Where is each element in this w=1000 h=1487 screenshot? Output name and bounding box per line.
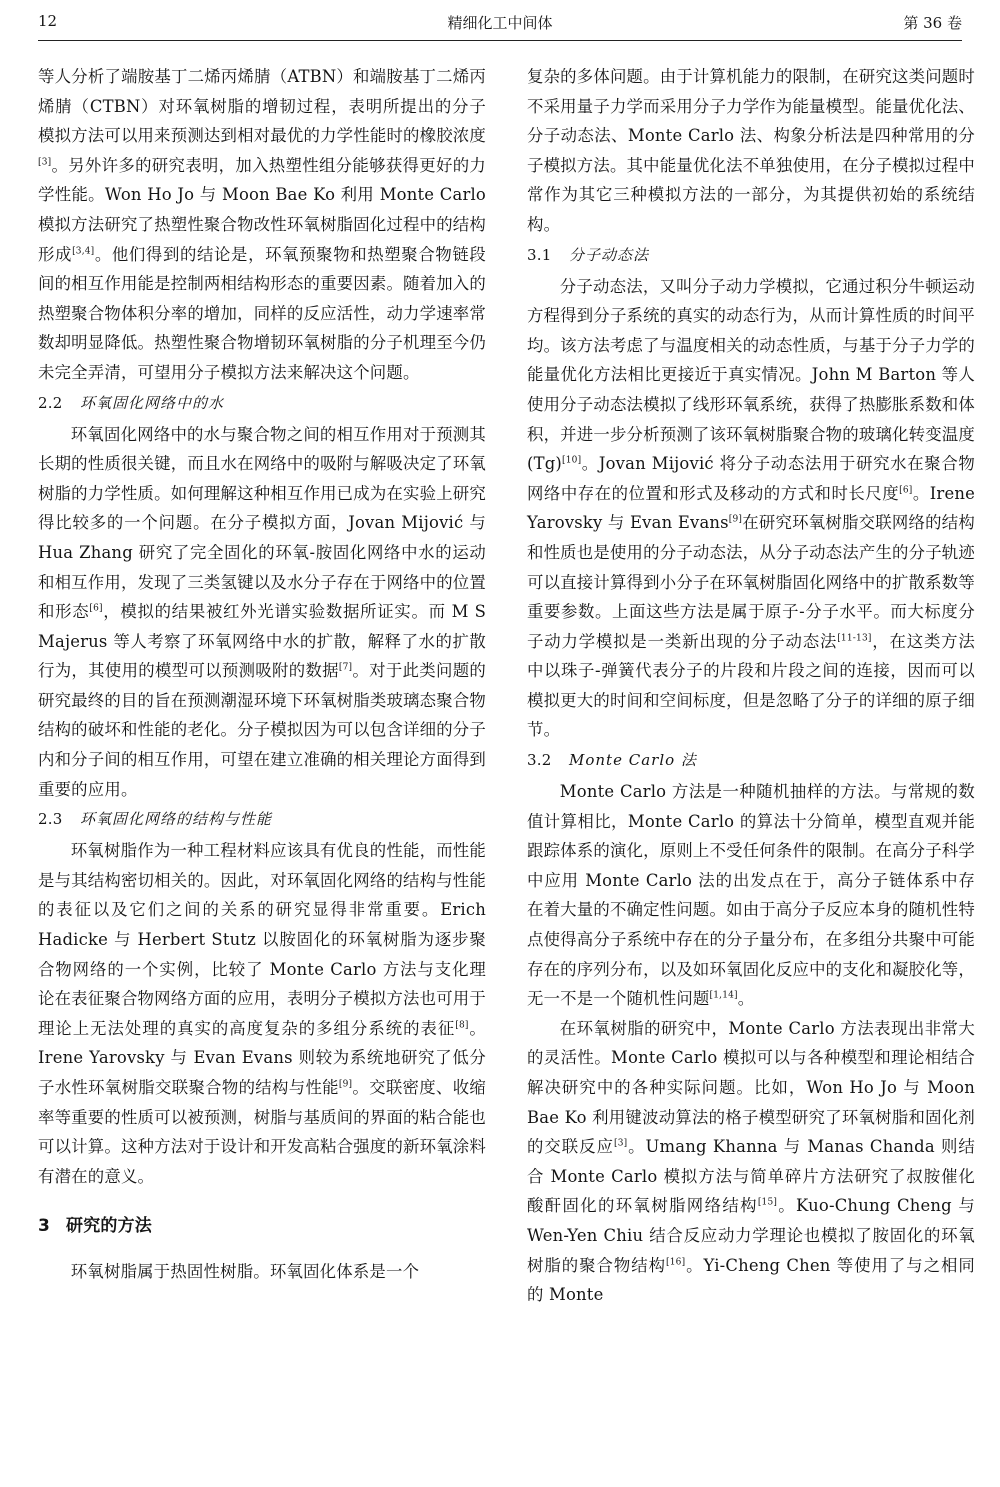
citation: [9] — [728, 514, 743, 525]
paragraph: 环氧固化网络中的水与聚合物之间的相互作用对于预测其长期的性质很关键，而且水在网络中的吸附与解吸决定了环氧树脂的力学性质。如何理解这种相互作用已成为在实验上研究得比较多的一个问题。在分子模拟方面，Jovan Mijović 与 Hua Zhang 研究了完全固化的环氧-胺固化网络中水的运动和相互作用，发现了三类氢键以及水分子存在于网络中的位置和形态[6]，模拟的结果被红外光谱实验数据所证实。而 M S Majerus 等人考察了环氧网络中水的扩散，解释了水的扩散行为，其使用的模型可以预测吸附的数据[7]。对于此类问题的研究最终的目的旨在预测潮湿环境下环氧树脂类玻璃态聚合物结构的破坏和性能的老化。分子模拟因为可以包含详细的分子内和分子间的相互作用，可望在建立准确的相关理论方面得到重要的应用。 — [38, 424, 486, 799]
citation: [9] — [338, 1079, 353, 1090]
page-header — [38, 12, 962, 42]
paragraph: 在环氧树脂的研究中，Monte Carlo 方法表现出非常大的灵活性。Monte Carlo 模拟可以与各种模型和理论相结合解决研究中的各种实际问题。比如，Won Ho Jo 与 Moon Bae Ko 利用键波动算法的格子模型研究了环氧树脂和固化剂的交联反应[3]。Umang Khanna 与 Manas Chanda 则结合 Monte Carlo 模拟方法与简单碎片方法研究了叔胺催化酸酐固化的环氧树脂网络结构[15]。Kuo-Chung Cheng 与 Wen-Yen Chiu 结合反应动力学理论也模拟了胺固化的环氧树脂的聚合物结构[16]。Yi-Cheng Chen 等使用了与之相同的 Monte — [527, 1018, 976, 1305]
section-heading-3: 3 研究的方法 — [38, 1216, 152, 1237]
subsection-heading-3-1: 3.1 分子动态法 — [527, 245, 650, 264]
citation: [11-13] — [837, 633, 872, 644]
page-number: 12 — [38, 12, 58, 30]
paragraph: 环氧树脂作为一种工程材料应该具有优良的性能，而性能是与其结构密切相关的。因此，对环氧固化网络的结构与性能的表征以及它们之间的关系的研究显得非常重要。Erich Hadicke 与 Herbert Stutz 以胺固化的环氧树脂为逐步聚合物网络的一个实例，比较了 Monte Carlo 方法与支化理论在表征聚合物网络方面的应用，表明分子模拟方法也可用于理论上无法处理的真实的高度复杂的多组分系统的表征[8]。Irene Yarovsky 与 Evan Evans 则较为系统地研究了低分子水性环氧树脂交联聚合物的结构与性能[9]。交联密度、收缩率等重要的性质可以被预测，树脂与基质间的界面的粘合能也可以计算。这种方法对于设计和开发高粘合强度的新环氧涂料有潜在的意义。 — [38, 841, 486, 1186]
header-rule — [38, 40, 962, 41]
paragraph: 环氧树脂属于热固性树脂。环氧固化体系是一个 — [70, 1262, 420, 1282]
subsection-heading-3-2: 3.2 Monte Carlo 法 — [527, 751, 697, 770]
citation: [3] — [613, 1138, 628, 1149]
citation: [1,14] — [709, 990, 738, 1001]
citation: [10] — [562, 455, 582, 466]
citation: [7] — [338, 662, 353, 673]
citation: [6] — [89, 603, 103, 614]
citation: [3] — [38, 157, 52, 168]
paragraph: 分子动态法，又叫分子动力学模拟，它通过积分牛顿运动方程得到分子系统的真实的动态行为，从而计算性质的时间平均。该方法考虑了与温度相关的动态性质，与基于分子力学的能量优化方法相比更接近于真实情况。John M Barton 等人使用分子动态法模拟了线形环氧系统，获得了热膨胀系数和体积，并进一步分析预测了该环氧树脂聚合物的玻璃化转变温度(Tg)[10]。Jovan Mijović 将分子动态法用于研究水在聚合物网络中存在的位置和形式及移动的方式和时长尺度[6]。Irene Yarovsky 与 Evan Evans[9]在研究环氧树脂交联网络的结构和性质也是使用的分子动态法，从分子动态法产生的分子轨迹可以直接计算得到小分子在环氧树脂固化网络中的扩散系数等重要参数。上面这些方法是属于原子-分子水平。而大标度分子动力学模拟是一类新出现的分子动态法[11-13]，在这类方法中以珠子-弹簧代表分子的片段和片段之间的连接，因而可以模拟更大的时间和空间标度，但是忽略了分子的详细的原子细节。 — [527, 276, 976, 740]
subsection-heading-2-3: 2.3 环氧固化网络的结构与性能 — [38, 810, 273, 829]
citation: [8] — [455, 1020, 469, 1031]
right-column — [527, 62, 975, 1310]
left-column — [38, 62, 486, 1287]
paragraph-continuation: 复杂的多体问题。由于计算机能力的限制，在研究这类问题时不采用量子力学而采用分子力学作为能量模型。能量优化法、分子动态法、Monte Carlo 法、构象分析法是四种常用的分子模拟方法。其中能量优化法不单独使用，在分子模拟过程中常作为其它三种模拟方法的一部分，为其提供初始的系统结构。 — [527, 67, 975, 234]
subsection-heading-2-2: 2.2 环氧固化网络中的水 — [38, 393, 225, 412]
citation: [6] — [899, 485, 913, 496]
volume-label: 第 36 卷 — [903, 14, 962, 32]
paragraph: Monte Carlo 方法是一种随机抽样的方法。与常规的数值计算相比，Monte Carlo 的算法十分简单，模型直观并能跟踪体系的演化，原则上不受任何条件的限制。在高分子科学中应用 Monte Carlo 法的出发点在于，高分子链体系中存在着大量的不确定性问题。如由于高分子反应本身的随机性特点使得高分子系统中存在的分子量分布，在多组分共聚中可能存在的序列分布，以及如环氧固化反应中的支化和凝胶化等，无一不是一个随机性问题[1,14]。 — [527, 782, 975, 1009]
citation: [15] — [757, 1197, 778, 1208]
citation: [16] — [666, 1257, 686, 1268]
citation: [3,4] — [72, 246, 95, 257]
paragraph-continuation: 等人分析了端胺基丁二烯丙烯腈（ATBN）和端胺基丁二烯丙烯腈（CTBN）对环氧树脂的增韧过程，表明所提出的分子模拟方法可以用来预测达到相对最优的力学性能时的橡胶浓度[3]。另外许多的研究表明，加入热塑性组分能够获得更好的力学性能。Won Ho Jo 与 Moon Bae Ko 利用 Monte Carlo 模拟方法研究了热塑性聚合物改性环氧树脂固化过程中的结构形成[3,4]。他们得到的结论是，环氧预聚物和热塑聚合物链段间的相互作用能是控制两相结构形态的重要因素。随着加入的热塑聚合物体积分率的增加，同样的反应活性，动力学速率常数却明显降低。热塑性聚合物增韧环氧树脂的分子机理至今仍未完全弄清，可望用分子模拟方法来解决这个问题。 — [38, 67, 486, 382]
journal-title: 精细化工中间体 — [447, 14, 553, 32]
